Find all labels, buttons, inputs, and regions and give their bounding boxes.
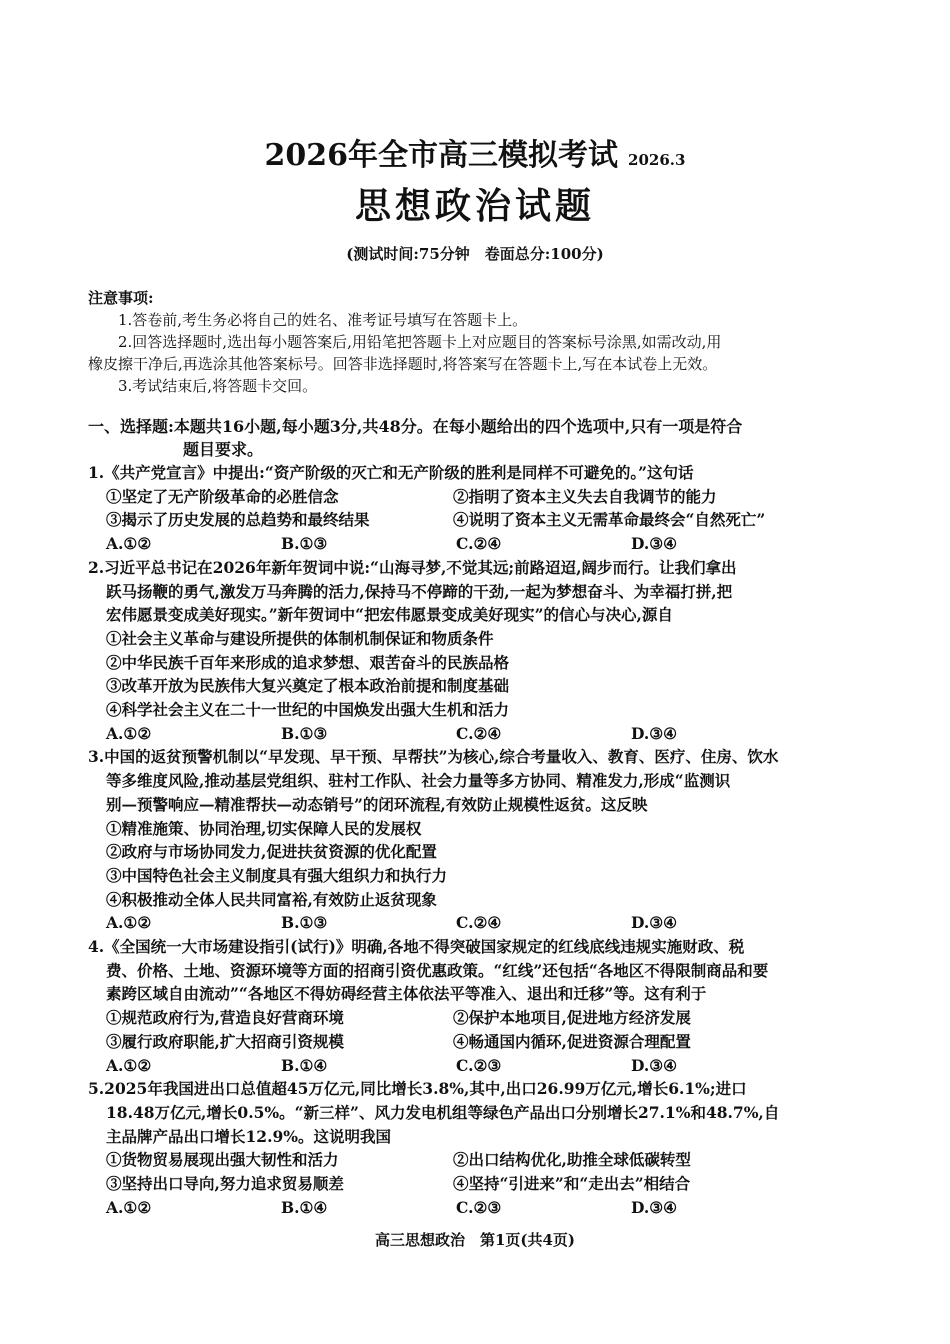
answer-choices xyxy=(88,722,863,746)
choice-a: A.①② xyxy=(106,723,152,743)
option-item: ②保护本地项目,促进地方经济发展 xyxy=(453,1008,691,1028)
choice-c: C.②③ xyxy=(456,1197,502,1217)
choice-d: D.③④ xyxy=(631,534,678,554)
question-stem: 等多维度风险,推动基层党组织、驻村工作队、社会力量等多方协同、精准发力,形成“监测识 xyxy=(106,771,731,791)
choice-c: C.②④ xyxy=(456,723,502,743)
question-3 xyxy=(88,745,863,935)
question-stem: 1.《共产党宣言》中提出:“资产阶级的灭亡和无产阶级的胜利是同样不可避免的。”这句话 xyxy=(88,463,694,482)
question-stem: 素跨区域自由流动”“各地区不得妨碍经营主体依法平等准入、退出和迁移”等。这有利于 xyxy=(106,984,707,1004)
option-item: ③履行政府职能,扩大招商引资规模 xyxy=(106,1031,344,1051)
question-stem: 跃马扬鞭的勇气,激发万马奔腾的活力,保持马不停蹄的干劲,一起为梦想奋斗、为幸福打拼,把 xyxy=(106,581,733,601)
option-item: ③揭示了历史发展的总趋势和最终结果 xyxy=(106,510,370,530)
question-stem: 4.《全国统一大市场建设指引(试行)》明确,各地不得突破国家规定的红线底线违规实施财政、税 xyxy=(88,937,745,957)
question-stem: 别—预警响应—精准帮扶—动态销号”的闭环流程,有效防止规模性返贫。这反映 xyxy=(106,794,648,814)
question-stem: 费、价格、土地、资源环境等方面的招商引资优惠政策。“红线”还包括“各地区不得限制商品和要 xyxy=(106,960,769,980)
subject-title: 思想政治试题 xyxy=(354,185,595,227)
option-row xyxy=(88,1030,863,1054)
question-stem: 3.中国的返贫预警机制以“早发现、早干预、早帮扶”为核心,综合考量收入、教育、医疗、住房、饮水 xyxy=(88,747,779,767)
option-item: ④坚持“引进来”和“走出去”相结合 xyxy=(453,1174,691,1194)
option-row xyxy=(88,485,863,509)
questions-list xyxy=(88,461,863,1220)
choice-b: B.①④ xyxy=(281,1055,328,1075)
note-line: 1.答卷前,考生务必将自己的姓名、准考证号填写在答题卡上。 xyxy=(118,311,528,329)
option-item: ④科学社会主义在二十一世纪的中国焕发出强大生机和活力 xyxy=(106,700,510,720)
question-4 xyxy=(88,935,863,1077)
question-5 xyxy=(88,1077,863,1219)
exam-info: (测试时间:75分钟 卷面总分:100分) xyxy=(346,245,604,263)
choice-b: B.①③ xyxy=(281,913,328,933)
option-item: ③坚持出口导向,努力追求贸易顺差 xyxy=(106,1174,344,1194)
section-heading xyxy=(88,415,878,461)
answer-choices xyxy=(88,1196,863,1220)
answer-choices xyxy=(88,1054,863,1078)
notes-heading: 注意事项: xyxy=(88,289,154,307)
option-item: ①精准施策、协同治理,切实保障人民的发展权 xyxy=(106,818,422,838)
question-stem: 宏伟愿景变成美好现实。”新年贺词中“把宏伟愿景变成美好现实”的信心与决心,源自 xyxy=(106,605,673,625)
option-item: ②出口结构优化,助推全球低碳转型 xyxy=(453,1150,691,1170)
option-row xyxy=(88,1006,863,1030)
note-line: 橡皮擦干净后,再选涂其他答案标号。回答非选择题时,将答案写在答题卡上,写在本试卷上无效。 xyxy=(88,355,718,373)
option-item: ④说明了资本主义无需革命最终会“自然死亡” xyxy=(453,510,766,530)
choice-d: D.③④ xyxy=(631,913,678,933)
notes-block xyxy=(88,287,868,397)
section-heading-line: 一、选择题:本题共16小题,每小题3分,共48分。在每小题给出的四个选项中,只有一项是符合 xyxy=(88,417,743,436)
option-row xyxy=(88,508,863,532)
choice-d: D.③④ xyxy=(631,1197,678,1217)
option-item: ①货物贸易展现出强大韧性和活力 xyxy=(106,1150,339,1170)
choice-b: B.①④ xyxy=(281,1197,328,1217)
option-item: ①坚定了无产阶级革命的必胜信念 xyxy=(106,486,339,506)
option-item: ②中华民族千百年来形成的追求梦想、艰苦奋斗的民族品格 xyxy=(106,652,510,672)
question-stem: 18.48万亿元,增长0.5%。“新三样”、风力发电机组等绿色产品出口分别增长27.1%和48.7%,自 xyxy=(106,1102,780,1122)
option-item: ③改革开放为民族伟大复兴奠定了根本政治前提和制度基础 xyxy=(106,676,510,696)
question-stem: 主品牌产品出口增长12.9%。这说明我国 xyxy=(106,1126,391,1146)
choice-c: C.②③ xyxy=(456,1055,502,1075)
answer-choices xyxy=(88,532,863,556)
choice-c: C.②④ xyxy=(456,913,502,933)
choice-d: D.③④ xyxy=(631,723,678,743)
option-item: ③中国特色社会主义制度具有强大组织力和执行力 xyxy=(106,865,448,885)
exam-date: 2026.3 xyxy=(628,151,686,169)
question-2 xyxy=(88,556,863,746)
option-item: ①规范政府行为,营造良好营商环境 xyxy=(106,1008,344,1028)
choice-a: A.①② xyxy=(106,1197,152,1217)
note-line: 3.考试结束后,将答题卡交回。 xyxy=(118,377,318,395)
choice-a: A.①② xyxy=(106,534,152,554)
section-heading-line: 题目要求。 xyxy=(183,440,264,459)
option-item: ④积极推动全体人民共同富裕,有效防止返贫现象 xyxy=(106,889,437,909)
option-item: ②政府与市场协同发力,促进扶贫资源的优化配置 xyxy=(106,842,437,862)
choice-b: B.①③ xyxy=(281,723,328,743)
note-line: 2.回答选择题时,选出每小题答案后,用铅笔把答题卡上对应题目的答案标号涂黑,如需改动,用 xyxy=(118,333,722,351)
choice-a: A.①② xyxy=(106,1055,152,1075)
question-stem: 2.习近平总书记在2026年新年贺词中说:“山海寻梦,不觉其远;前路迢迢,阔步而行。让我们拿出 xyxy=(88,557,737,577)
option-row xyxy=(88,1172,863,1196)
choice-b: B.①③ xyxy=(281,534,328,554)
option-item: ④畅通国内循环,促进资源合理配置 xyxy=(453,1031,691,1051)
choice-a: A.①② xyxy=(106,913,152,933)
exam-title-text: 2026年全市高三模拟考试 xyxy=(264,138,619,173)
page-footer: 高三思想政治 第1页(共4页) xyxy=(374,1231,576,1249)
choice-c: C.②④ xyxy=(456,534,502,554)
option-item: ②指明了资本主义失去自我调节的能力 xyxy=(453,486,717,506)
answer-choices xyxy=(88,911,863,935)
option-item: ①社会主义革命与建设所提供的体制机制保证和物质条件 xyxy=(106,628,494,648)
exam-title xyxy=(0,130,950,174)
question-1 xyxy=(88,461,863,556)
option-row xyxy=(88,1148,863,1172)
question-stem: 5.2025年我国进出口总值超45万亿元,同比增长3.8%,其中,出口26.99万亿元,增长6.1%;进口 xyxy=(88,1079,747,1099)
choice-d: D.③④ xyxy=(631,1055,678,1075)
